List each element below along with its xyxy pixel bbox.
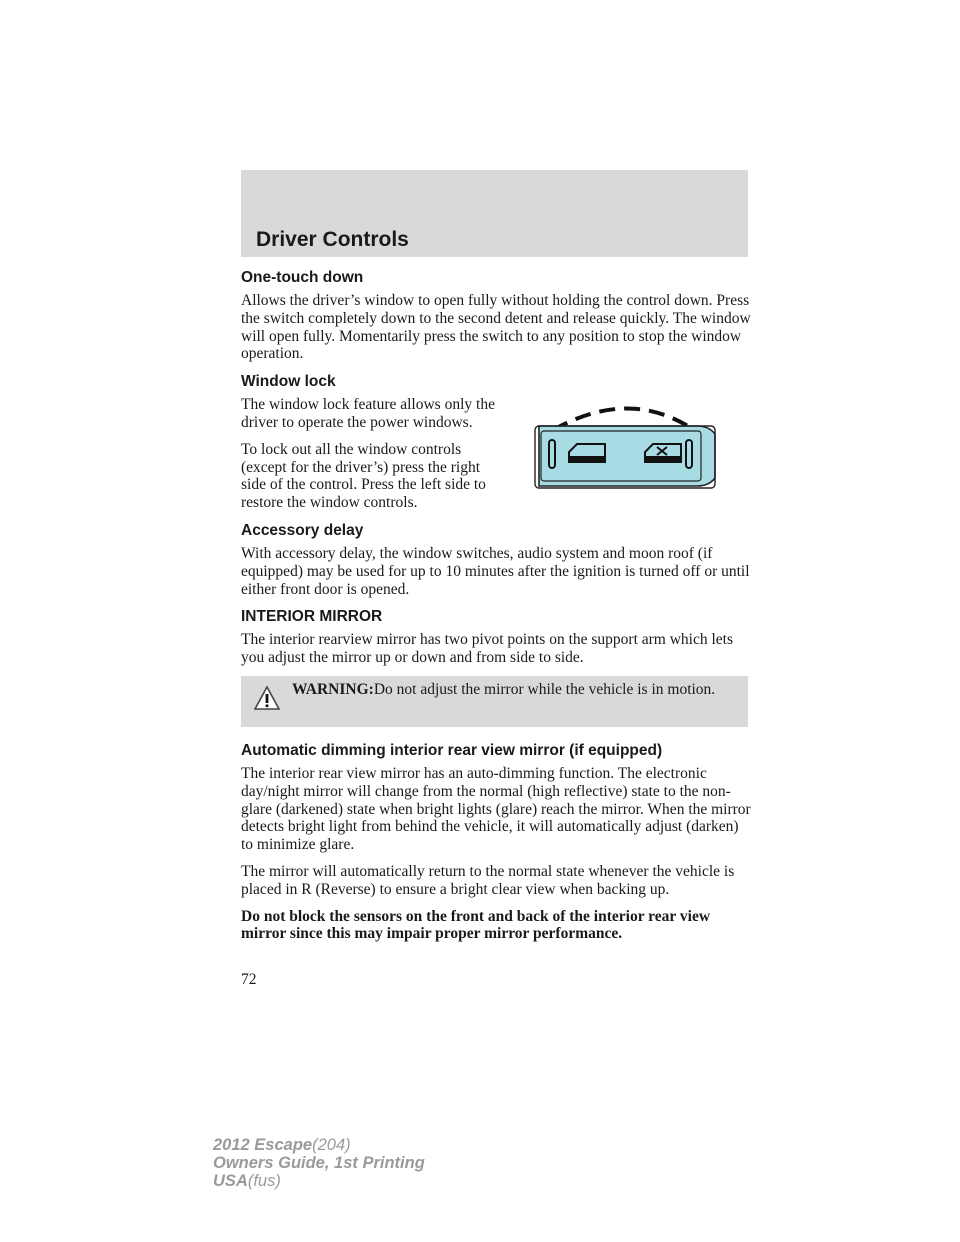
heading-window-lock: Window lock <box>241 373 336 391</box>
warning-box <box>241 676 748 727</box>
accessory-delay-body: With accessory delay, the window switches, audio system and moon roof (if equipped) may be used for up to 10 minutes after the ignition is turned off or until either front door is opened. <box>241 544 750 598</box>
footer-region: USA <box>213 1172 248 1190</box>
window-lock-para2: To lock out all the window controls (except for the driver’s) press the right side of the control. Press the left side to restore the window controls. <box>241 440 486 512</box>
warning-triangle-icon <box>253 685 281 711</box>
main-content <box>241 268 751 952</box>
auto-dimming-caution: Do not block the sensors on the front and back of the interior rear view mirror since this may impair proper mirror performance. <box>241 907 711 943</box>
one-touch-body: Allows the driver’s window to open fully without holding the control down. Press the switch completely down to the second detent and release quickly. The window will open fully. Momentarily press the switch to any position to stop the window operation. <box>241 292 751 363</box>
page-title: Driver Controls <box>256 228 409 251</box>
auto-dimming-para2: The mirror will automatically return to the normal state whenever the vehicle is placed in R (Reverse) to ensure a bright clear view when backing up. <box>241 862 735 898</box>
heading-accessory-delay: Accessory delay <box>241 521 364 539</box>
footer-region-code: (fus) <box>247 1172 281 1190</box>
warning-message: Do not adjust the mirror while the vehicle is in motion. <box>373 680 716 698</box>
window-lock-para1: The window lock feature allows only the driver to operate the power windows. <box>241 396 495 431</box>
window-lock-section <box>241 372 751 512</box>
heading-interior-mirror: INTERIOR MIRROR <box>241 608 383 626</box>
auto-dimming-para1: The interior rear view mirror has an auto-dimming function. The electronic day/night mirror will change from the normal (high reflective) state to the non-glare (darkened) state when bright lights (glare) reach the mirror. When the mirror detects bright light from behind the vehicle, it will automatically adjust (darken) to minimize glare. <box>241 764 751 854</box>
heading-auto-dimming: Automatic dimming interior rear view mirror (if equipped) <box>241 741 663 759</box>
footer-model: 2012 Escape <box>213 1136 313 1154</box>
heading-one-touch: One-touch down <box>241 269 364 286</box>
interior-mirror-body: The interior rearview mirror has two pivot points on the support arm which lets you adjust the mirror up or down and from side to side. <box>241 631 734 667</box>
footer-guide: Owners Guide, 1st Printing <box>213 1154 425 1172</box>
warning-text <box>292 681 732 699</box>
page-number: 72 <box>241 971 257 988</box>
window-lock-switch-illustration <box>533 402 731 494</box>
warning-label: WARNING: <box>292 680 374 698</box>
footer-model-code: (204) <box>312 1136 351 1154</box>
footer-printing-info <box>213 1136 425 1190</box>
